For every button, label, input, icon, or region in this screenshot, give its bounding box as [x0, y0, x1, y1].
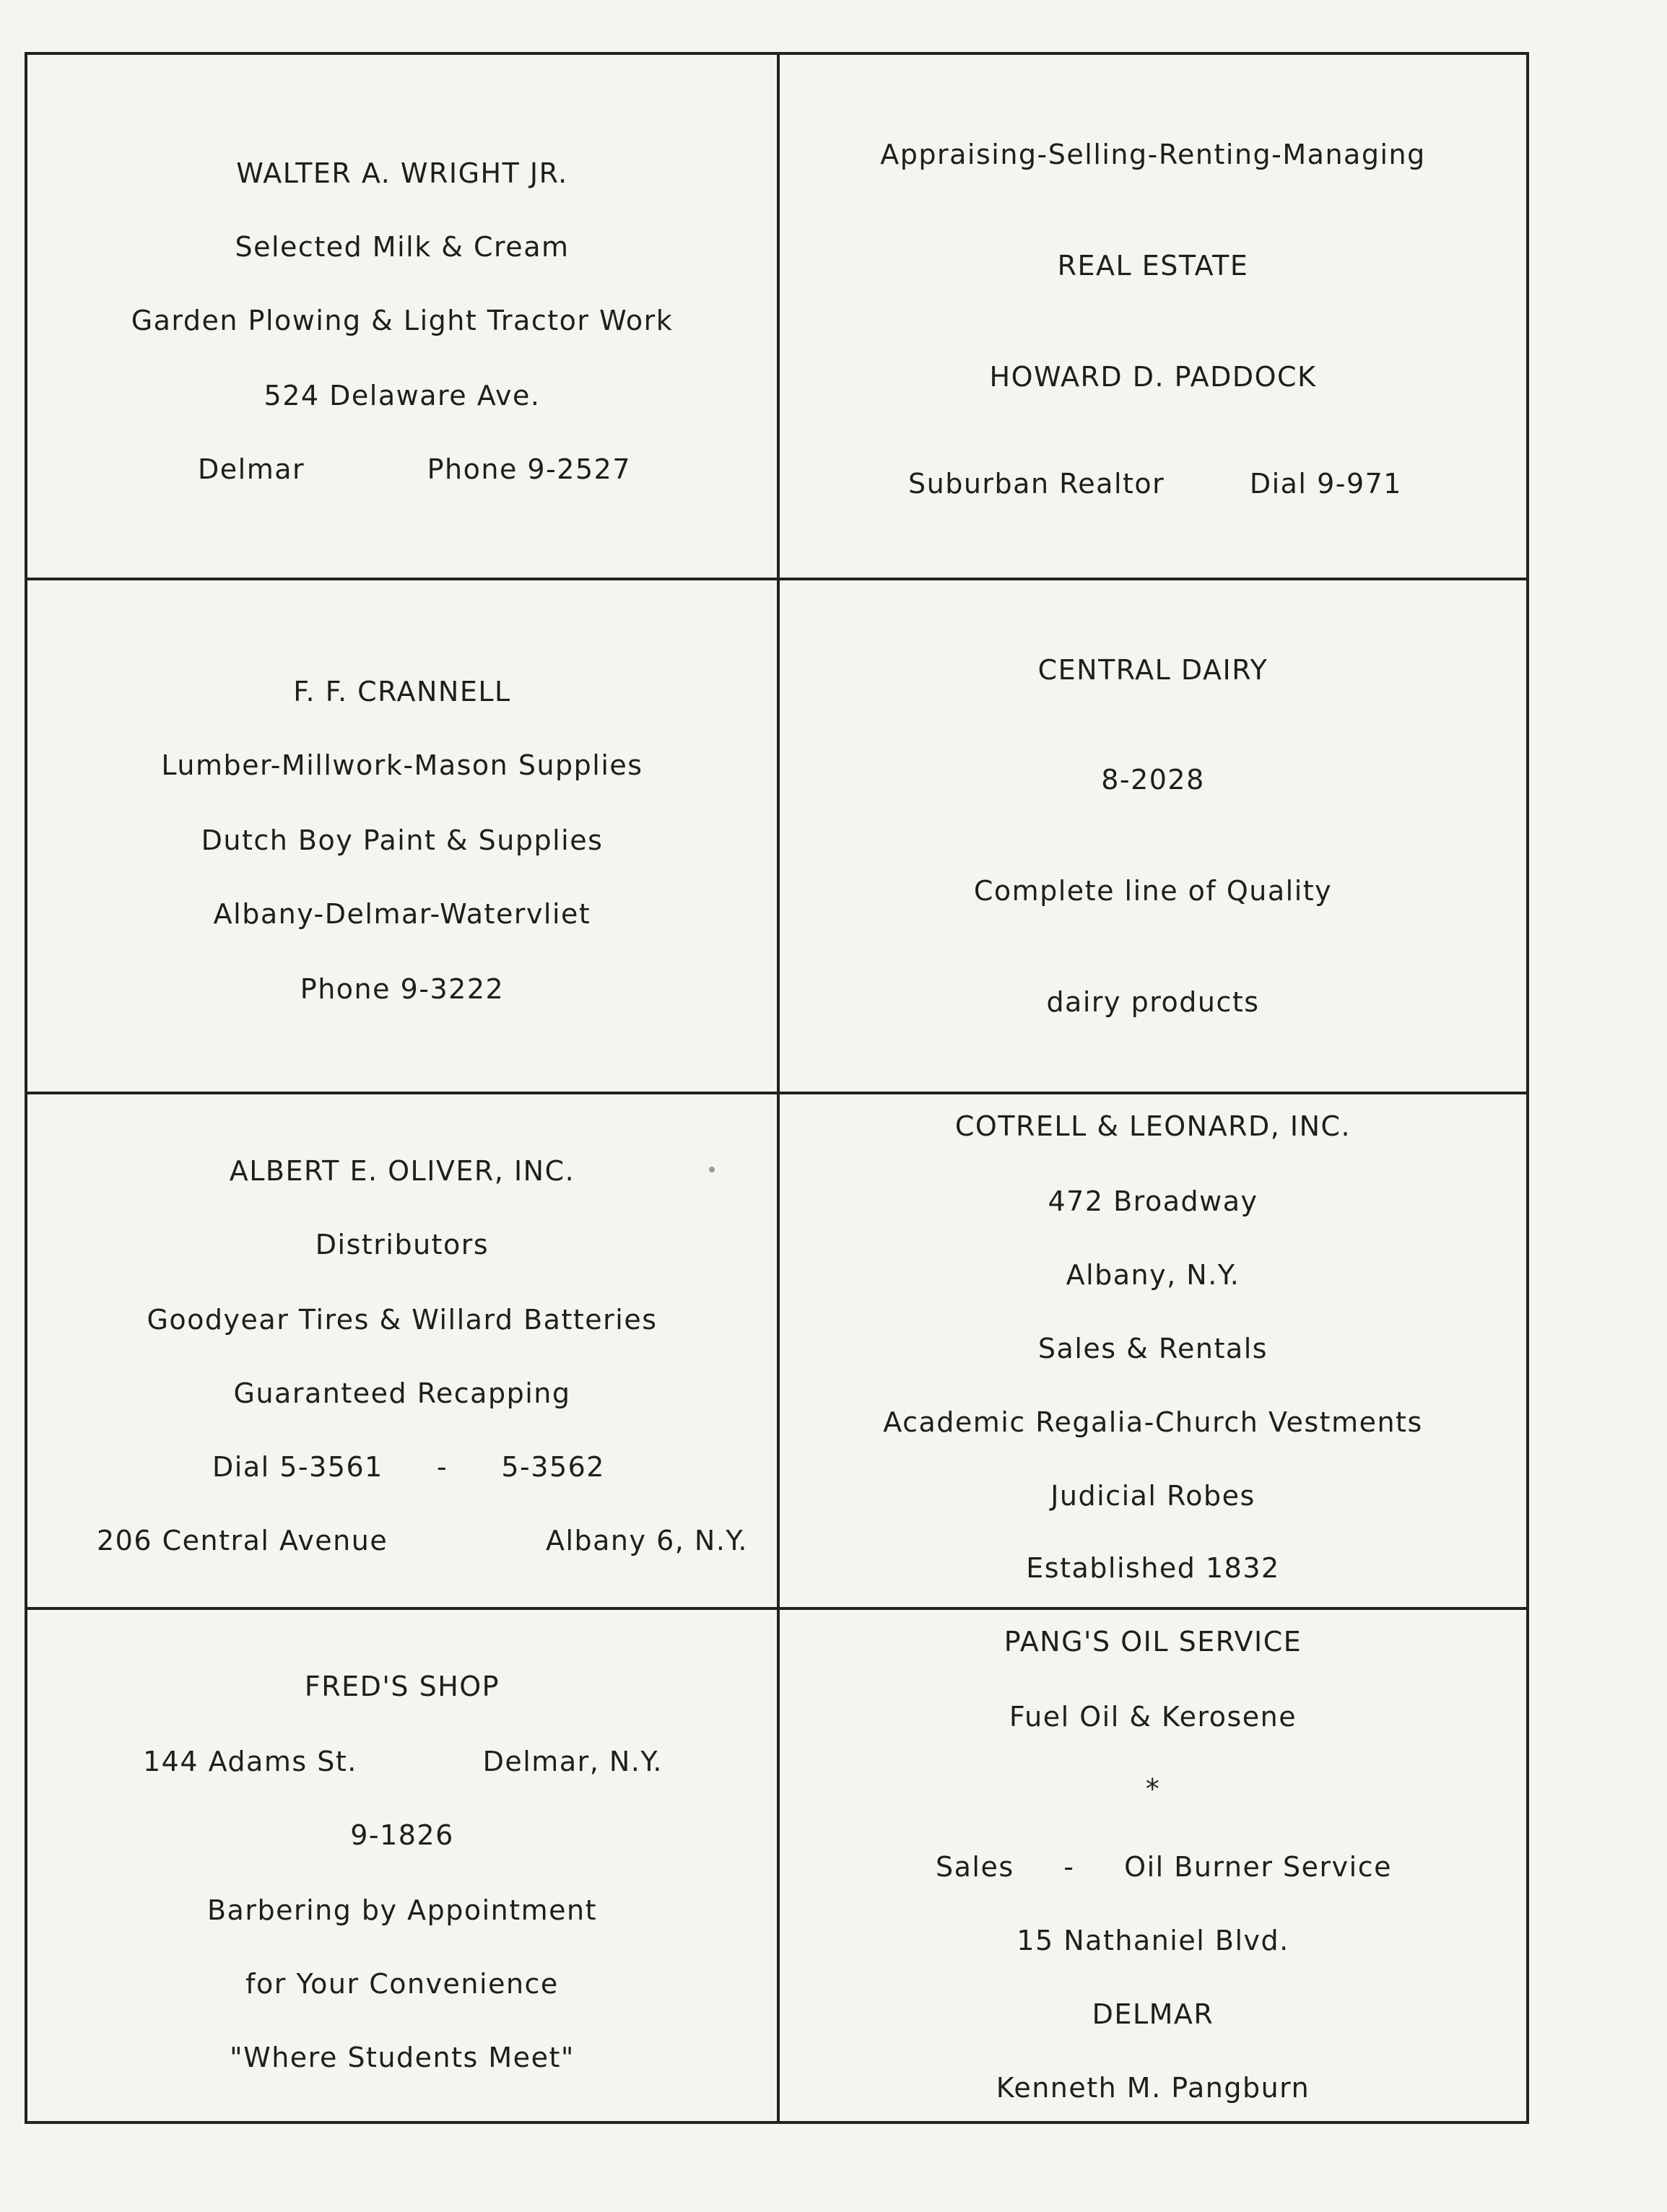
- ad-paddock-contact: [908, 468, 1402, 500]
- ad-oliver-address: 206 Central Avenue: [97, 1525, 388, 1556]
- ad-central-dairy-phone: 8-2028: [1101, 764, 1205, 796]
- ad-oliver-line2: Goodyear Tires & Willard Batteries: [147, 1304, 658, 1336]
- ad-freds-address: 144 Adams St.: [143, 1746, 357, 1777]
- ad-central-dairy-name: CENTRAL DAIRY: [1037, 654, 1268, 686]
- ad-freds: [27, 1610, 777, 2121]
- ad-wright-name: WALTER A. WRIGHT JR.: [236, 157, 568, 189]
- ad-paddock-services: Appraising-Selling-Renting-Managing: [880, 139, 1426, 170]
- ad-central-dairy: [780, 580, 1526, 1092]
- ad-freds-name: FRED'S SHOP: [304, 1671, 500, 1702]
- ad-crannell-line1: Lumber-Millwork-Mason Supplies: [161, 749, 643, 781]
- ad-oliver-phone2: 5-3562: [501, 1451, 605, 1483]
- ad-wright-address: 524 Delaware Ave.: [264, 380, 541, 412]
- ad-cotrell: [780, 1094, 1526, 1607]
- ad-oliver-line3: Guaranteed Recapping: [233, 1377, 571, 1409]
- ad-paddock: [780, 55, 1526, 578]
- ad-cotrell-address: 472 Broadway: [1048, 1185, 1258, 1217]
- ad-cotrell-line2: Academic Regalia-Church Vestments: [883, 1406, 1423, 1438]
- ad-pangs-line1: Fuel Oil & Kerosene: [1009, 1701, 1297, 1733]
- ad-oliver-phone1: Dial 5-3561: [212, 1451, 383, 1483]
- ad-crannell-phone: Phone 9-3222: [300, 973, 505, 1005]
- ad-freds-address-row: [143, 1746, 663, 1777]
- ad-paddock-title: Suburban Realtor: [908, 468, 1165, 500]
- ad-crannell-name: F. F. CRANNELL: [293, 676, 511, 707]
- ad-oliver-phones: [212, 1451, 605, 1483]
- ad-pangs-star: *: [1145, 1773, 1161, 1805]
- ad-wright-line1: Selected Milk & Cream: [235, 231, 570, 263]
- ad-oliver-line1: Distributors: [315, 1229, 489, 1260]
- ad-freds-line1: Barbering by Appointment: [206, 1894, 598, 1926]
- ad-paddock-name: HOWARD D. PADDOCK: [989, 361, 1317, 393]
- ad-cotrell-city: Albany, N.Y.: [1066, 1259, 1240, 1291]
- ad-pangs-town: DELMAR: [1092, 1998, 1214, 2030]
- ad-pangs-owner: Kenneth M. Pangburn: [996, 2072, 1310, 2104]
- ad-wright-line2: Garden Plowing & Light Tractor Work: [131, 305, 674, 336]
- ad-paddock-category: REAL ESTATE: [1057, 250, 1249, 282]
- ad-pangs-services-row: [936, 1851, 1392, 1883]
- ad-pangs-dash: -: [1063, 1851, 1075, 1883]
- ad-wright-town: Delmar: [198, 453, 305, 485]
- ad-wright-contact: [198, 453, 631, 485]
- ad-oliver: [27, 1094, 777, 1607]
- ad-oliver-dash: -: [437, 1451, 448, 1483]
- ad-crannell: [27, 580, 777, 1092]
- ad-wright: [27, 55, 777, 578]
- ad-freds-motto: "Where Students Meet": [230, 2042, 575, 2073]
- ad-pangs-name: PANG'S OIL SERVICE: [1004, 1626, 1302, 1658]
- ad-central-dairy-line1: Complete line of Quality: [973, 875, 1333, 907]
- ad-freds-line2: for Your Convenience: [245, 1968, 559, 2000]
- ad-pangs-service: Oil Burner Service: [1124, 1851, 1392, 1883]
- ad-pangs-address: 15 Nathaniel Blvd.: [1017, 1925, 1289, 1956]
- ad-crannell-line2: Dutch Boy Paint & Supplies: [201, 824, 604, 856]
- ad-central-dairy-line2: dairy products: [1046, 986, 1260, 1018]
- ad-cotrell-name: COTRELL & LEONARD, INC.: [954, 1110, 1352, 1142]
- ad-oliver-city: Albany 6, N.Y.: [545, 1525, 748, 1556]
- ad-cotrell-line1: Sales & Rentals: [1037, 1333, 1268, 1364]
- ad-freds-city: Delmar, N.Y.: [482, 1746, 663, 1777]
- ad-crannell-locations: Albany-Delmar-Watervliet: [213, 898, 591, 930]
- ad-oliver-name: ALBERT E. OLIVER, INC.: [229, 1155, 575, 1187]
- ad-cotrell-line3: Judicial Robes: [1050, 1480, 1255, 1512]
- ad-pangs-sales: Sales: [936, 1851, 1014, 1883]
- paper-speck: [709, 1167, 715, 1172]
- ad-paddock-phone: Dial 9-971: [1249, 468, 1402, 500]
- ad-freds-phone: 9-1826: [350, 1819, 454, 1851]
- ad-cotrell-established: Established 1832: [1026, 1552, 1280, 1584]
- ad-wright-phone: Phone 9-2527: [427, 453, 631, 485]
- ad-pangs: [780, 1610, 1526, 2121]
- ad-oliver-address-row: [97, 1525, 748, 1556]
